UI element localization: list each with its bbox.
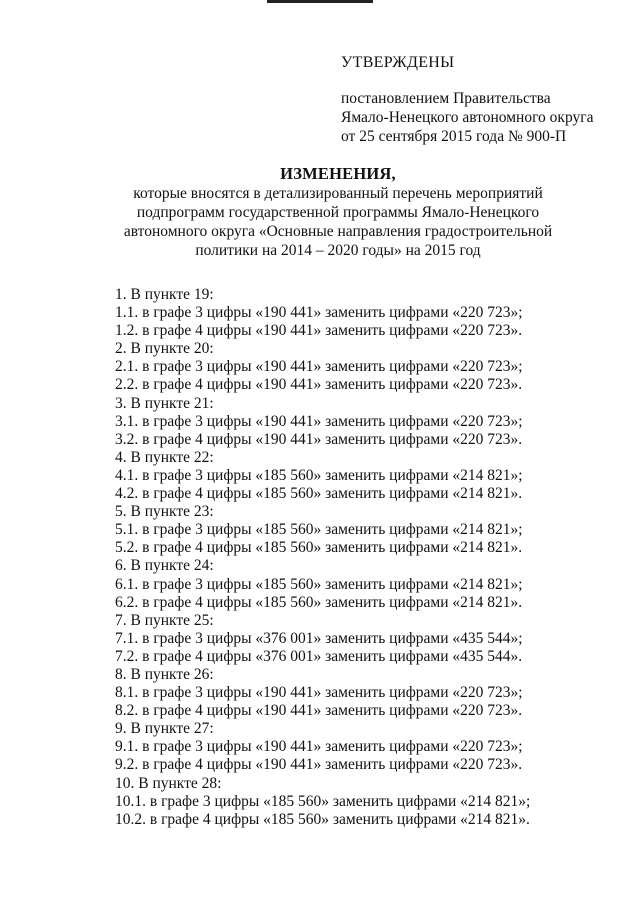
approval-line-date: от 25 сентября 2015 года № 900-П	[341, 128, 567, 145]
list-item: 8. В пункте 26:	[115, 665, 214, 683]
list-item: 6. В пункте 24:	[115, 557, 214, 575]
list-item: 8.2. в графе 4 цифры «190 441» заменить цифрами «220 723».	[115, 702, 523, 720]
heading-line-3: автономного округа «Основные направления градостроительной	[123, 223, 553, 240]
list-item: 8.1. в графе 3 цифры «190 441» заменить цифрами «220 723»;	[115, 684, 523, 702]
list-item: 4.2. в графе 4 цифры «185 560» заменить цифрами «214 821».	[115, 485, 523, 503]
approval-title: УТВЕРЖДЕНЫ	[341, 54, 455, 71]
list-item: 7.2. в графе 4 цифры «376 001» заменить цифрами «435 544».	[115, 647, 523, 665]
document-heading	[100, 164, 576, 260]
list-item: 3.1. в графе 3 цифры «190 441» заменить цифрами «220 723»;	[115, 412, 523, 430]
list-item: 6.1. в графе 3 цифры «185 560» заменить цифрами «214 821»;	[115, 575, 523, 593]
approval-line-region: Ямало-Ненецкого автономного округа	[341, 109, 594, 126]
list-item: 1.2. в графе 4 цифры «190 441» заменить цифрами «220 723».	[115, 322, 523, 340]
list-item: 10.2. в графе 4 цифры «185 560» заменить цифрами «214 821».	[115, 810, 530, 828]
list-item: 5.2. в графе 4 цифры «185 560» заменить цифрами «214 821».	[115, 539, 523, 557]
list-item: 5. В пункте 23:	[115, 503, 214, 521]
heading-title: ИЗМЕНЕНИЯ,	[280, 164, 396, 183]
list-item: 2.2. в графе 4 цифры «190 441» заменить цифрами «220 723».	[115, 376, 523, 394]
scan-edge-mark	[267, 0, 373, 3]
list-item: 5.1. в графе 3 цифры «185 560» заменить цифрами «214 821»;	[115, 521, 523, 539]
heading-line-2: подпрограмм государственной программы Ямало-Ненецкого	[136, 204, 540, 221]
list-item: 1. В пункте 19:	[115, 286, 214, 303]
list-item: 10.1. в графе 3 цифры «185 560» заменить цифрами «214 821»;	[115, 792, 531, 810]
list-item: 9. В пункте 27:	[115, 720, 214, 738]
list-item: 2. В пункте 20:	[115, 340, 214, 358]
list-item: 9.1. в графе 3 цифры «190 441» заменить цифрами «220 723»;	[115, 738, 523, 756]
list-item: 4.1. в графе 3 цифры «185 560» заменить цифрами «214 821»;	[115, 466, 523, 484]
list-item: 3. В пункте 21:	[115, 394, 214, 412]
list-item: 7.1. в графе 3 цифры «376 001» заменить цифрами «435 544»;	[115, 629, 523, 647]
amendment-list	[115, 286, 615, 829]
approval-block	[341, 53, 631, 146]
list-item: 10. В пункте 28:	[115, 774, 222, 792]
list-item: 2.1. в графе 3 цифры «190 441» заменить цифрами «220 723»;	[115, 358, 523, 376]
list-item: 3.2. в графе 4 цифры «190 441» заменить цифрами «220 723».	[115, 430, 523, 448]
heading-line-1: которые вносятся в детализированный перечень мероприятий	[133, 185, 543, 202]
list-item: 6.2. в графе 4 цифры «185 560» заменить цифрами «214 821».	[115, 593, 523, 611]
list-item: 4. В пункте 22:	[115, 448, 214, 466]
list-item: 1.1. в графе 3 цифры «190 441» заменить цифрами «220 723»;	[115, 304, 523, 322]
heading-line-4: политики на 2014 – 2020 годы» на 2015 год	[195, 242, 481, 259]
list-item: 9.2. в графе 4 цифры «190 441» заменить цифрами «220 723».	[115, 756, 523, 774]
list-item: 7. В пункте 25:	[115, 611, 214, 629]
approval-line-decree: постановлением Правительства	[341, 90, 551, 107]
